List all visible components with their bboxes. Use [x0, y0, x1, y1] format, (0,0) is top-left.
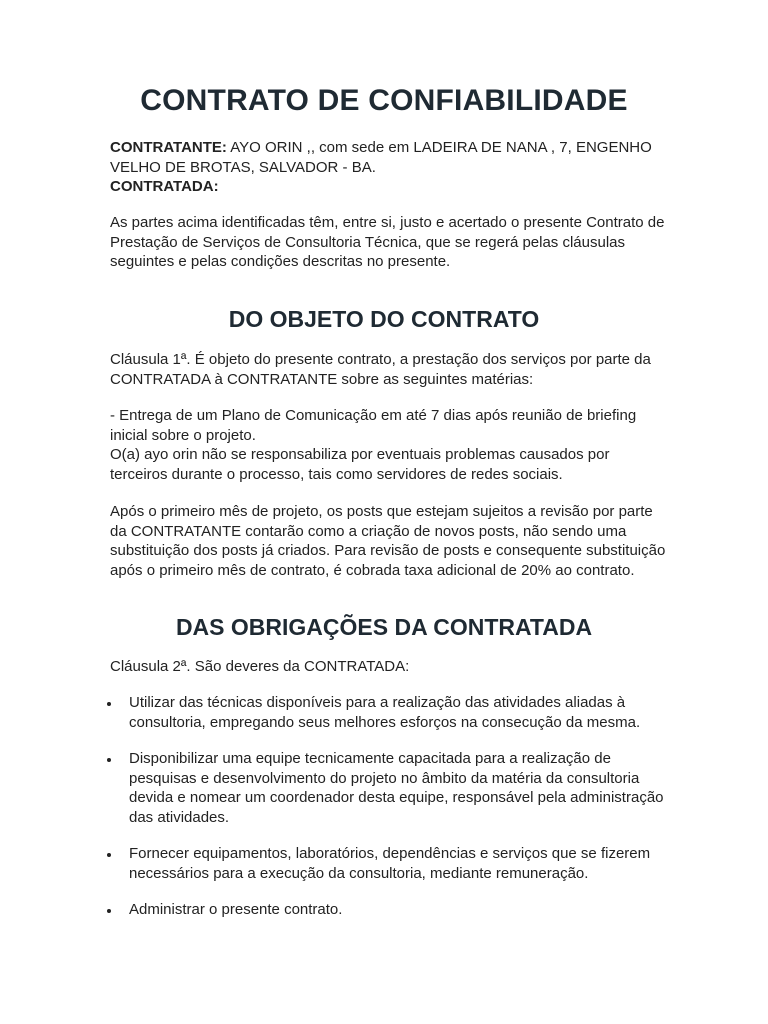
list-item: Disponibilizar uma equipe tecnicamente capacitada para a realização de pesquisas e desenvolvimento do projeto no âmbito da matéria da consultoria devida e nomear um coordenador desta equipe, responsável pela administração das atividades. [110, 749, 670, 827]
obligations-list [110, 693, 670, 937]
contratante-text: AYO ORIN ,, com sede em LADEIRA DE NANA , 7, ENGENHO VELHO DE BROTAS, SALVADOR - BA. [110, 139, 652, 176]
contratada-label: CONTRATADA: [110, 178, 219, 195]
clause-2: Cláusula 2ª. São deveres da CONTRATADA: [110, 658, 410, 675]
contratante-label: CONTRATANTE: [110, 139, 227, 156]
revision-paragraph: Após o primeiro mês de projeto, os posts que estejam sujeitos a revisão por parte da CONTRATANTE contarão como a criação de novos posts, não sendo uma substituição dos posts já criados. Para revisão de posts e consequente substituição após o primeiro mês de contrato, é cobrada taxa adicional de 20% ao contrato. [110, 503, 666, 579]
clause-1-items: - Entrega de um Plano de Comunicação em até 7 dias após reunião de briefing inicial sobre o projeto. O(a) ayo orin não se responsabiliza por eventuais problemas causados por terceiros durante o processo, tais como servidores de redes sociais. [110, 407, 637, 483]
section-heading-obrigacoes: DAS OBRIGAÇÕES DA CONTRATADA [175, 614, 593, 640]
parties-block [110, 138, 670, 197]
section-heading-objeto: DO OBJETO DO CONTRATO [228, 306, 540, 332]
intro-paragraph: As partes acima identificadas têm, entre si, justo e acertado o presente Contrato de Prestação de Serviços de Consultoria Técnica, que se regerá pelas cláusulas seguintes e pelas condições descritas no presente. [110, 214, 665, 270]
list-item: Utilizar das técnicas disponíveis para a realização das atividades aliadas à consultoria, empregando seus melhores esforços na consecução da mesma. [110, 693, 670, 732]
list-item: Fornecer equipamentos, laboratórios, dependências e serviços que se fizerem necessários para a execução da consultoria, mediante remuneração. [110, 844, 670, 883]
clause-1: Cláusula 1ª. É objeto do presente contrato, a prestação dos serviços por parte da CONTRATADA à CONTRATANTE sobre as seguintes matérias: [110, 351, 651, 388]
document-title: CONTRATO DE CONFIABILIDADE [140, 84, 628, 117]
list-item: Administrar o presente contrato. [110, 900, 670, 920]
